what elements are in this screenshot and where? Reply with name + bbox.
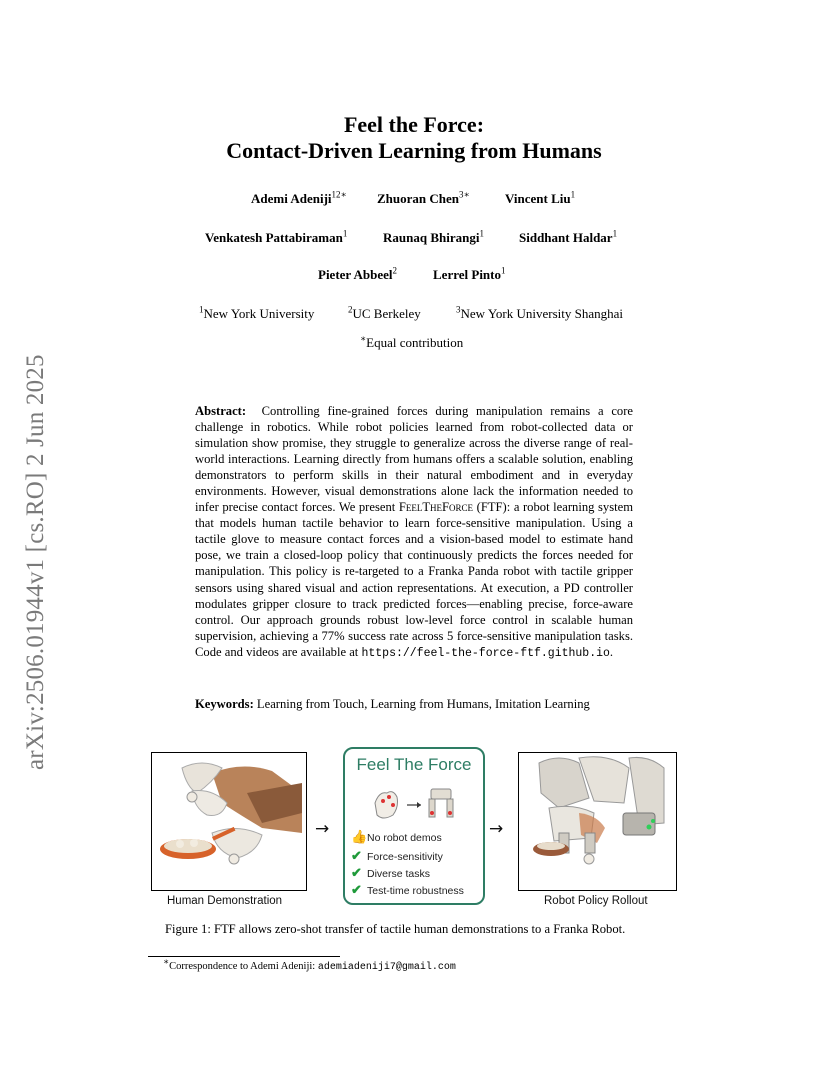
- author-name: Raunaq Bhirangi: [383, 230, 480, 245]
- footnote-divider: [148, 956, 340, 957]
- thumbs-up-icon: 👍: [351, 829, 368, 844]
- ftf-item-force-sensitivity: [351, 848, 443, 864]
- equal-contribution-sup: ∗: [360, 333, 367, 344]
- author-sup: 12∗: [331, 189, 347, 200]
- arrow-right-icon: →: [315, 819, 330, 839]
- author-5: [383, 230, 484, 246]
- arrow-right-icon: →: [489, 819, 504, 839]
- abstract-text-1: Controlling fine-grained forces during manipulation remains a core challenge in robotics. While robot policies learned from robot-collected data or simulation show promise, they struggle to generalize across the diverse range of real-world interactions. Learning directly from humans offers a scalable solution, enabling demonstrators to perform skills in their natural embodiment and in everyday environments. However, visual demonstrations alone lack the information needed to infer precise contact forces. We present: [195, 404, 633, 515]
- hand-to-gripper-icon: [365, 783, 465, 827]
- affiliation-name: UC Berkeley: [352, 306, 421, 321]
- human-demo-caption: Human Demonstration: [167, 895, 283, 907]
- ftf-item-diverse-tasks: [351, 865, 430, 881]
- correspondence-email-link[interactable]: ademiadeniji7@gmail.com: [317, 962, 456, 973]
- author-name: Pieter Abbeel: [318, 267, 393, 282]
- check-icon: ✔: [351, 865, 362, 880]
- abstract-text-2: (FTF): a robot learning system that models human tactile behavior to learn force-sensitive manipulation. Using a tactile glove to measure contact forces and a vision-based model to estimate hand pose, we train a closed-loop policy that continuously predicts the forces needed for manipulation. This policy is re-targeted to a Franka Panda robot with tactile gripper sensors using shared visual and action representations. At execution, a PD controller modulates gripper closure to track predicted forces—enabling precise, force-aware control. Our approach grounds robust low-level force control in scalable human supervision, achieving a 77% success rate across 5 force-sensitive manipulation tasks. Code and videos are available at: [195, 500, 633, 659]
- ftf-item-label: Force-sensitivity: [367, 851, 443, 863]
- method-name: FeelTheForce: [398, 500, 474, 515]
- arxiv-identifier: arXiv:2506.01944v1 [cs.RO] 2 Jun 2025: [22, 354, 49, 770]
- equal-contribution-note: [360, 335, 463, 351]
- author-name: Zhuoran Chen: [377, 191, 459, 206]
- project-url-link[interactable]: https://feel-the-force-ftf.github.io: [361, 646, 610, 660]
- check-icon: ✔: [351, 882, 362, 897]
- ftf-item-label: Test-time robustness: [367, 885, 464, 897]
- ftf-item-test-time-robustness: [351, 882, 464, 898]
- robot-rollout-caption: Robot Policy Rollout: [544, 895, 648, 907]
- author-name: Lerrel Pinto: [433, 267, 501, 282]
- ftf-item-label: Diverse tasks: [367, 868, 431, 880]
- figure-caption: Figure 1: FTF allows zero-shot transfer of tactile human demonstrations to a Franka Robot.: [165, 922, 626, 936]
- feel-the-force-summary-box: [343, 747, 485, 905]
- author-name: Siddhant Haldar: [519, 230, 613, 245]
- affiliation-1: [199, 306, 314, 322]
- author-sup: 1: [479, 228, 484, 239]
- check-icon: ✔: [351, 848, 362, 863]
- paper-title-line1: Feel the Force:: [343, 112, 485, 137]
- footnote-text: Correspondence to Ademi Adeniji:: [169, 961, 316, 972]
- abstract: [195, 403, 633, 662]
- footnote-sup: ∗: [163, 956, 170, 967]
- abstract-end: .: [609, 644, 614, 659]
- author-8: [433, 267, 506, 283]
- ftf-item-label: No robot demos: [367, 832, 442, 844]
- author-name: Venkatesh Pattabiraman: [205, 230, 343, 245]
- affiliation-2: [348, 306, 421, 322]
- affiliation-name: New York University Shanghai: [460, 306, 623, 321]
- author-sup: 2: [392, 265, 397, 276]
- author-4: [205, 230, 347, 246]
- affiliation-sup: 3: [456, 304, 461, 315]
- footnote: [163, 956, 456, 973]
- ftf-box-title: Feel The Force: [356, 755, 472, 774]
- author-sup: 1: [342, 228, 348, 239]
- author-3: [505, 191, 575, 207]
- affiliation-sup: 1: [199, 304, 204, 315]
- affiliation-name: New York University: [203, 306, 315, 321]
- author-name: Ademi Adeniji: [251, 191, 332, 206]
- keywords: [195, 697, 635, 712]
- robot-rollout-image: [518, 752, 677, 891]
- author-name: Vincent Liu: [505, 191, 571, 206]
- human-demo-image: [151, 752, 307, 891]
- author-sup: 3∗: [459, 189, 470, 200]
- author-6: [519, 230, 617, 246]
- author-1: [251, 191, 347, 207]
- keywords-label: Keywords:: [195, 697, 254, 711]
- ftf-item-no-robot-demos: [351, 829, 442, 845]
- author-sup: 1: [570, 189, 576, 200]
- equal-contribution-text: Equal contribution: [366, 335, 464, 350]
- author-7: [318, 267, 397, 283]
- paper-title-line2: Contact-Driven Learning from Humans: [226, 138, 602, 163]
- affiliation-sup: 2: [348, 304, 353, 315]
- affiliation-3: [456, 306, 623, 322]
- keywords-text: Learning from Touch, Learning from Humans, Imitation Learning: [256, 697, 590, 711]
- author-sup: 1: [612, 228, 618, 239]
- abstract-label: Abstract:: [195, 404, 247, 418]
- author-sup: 1: [501, 265, 506, 276]
- author-2: [377, 191, 470, 207]
